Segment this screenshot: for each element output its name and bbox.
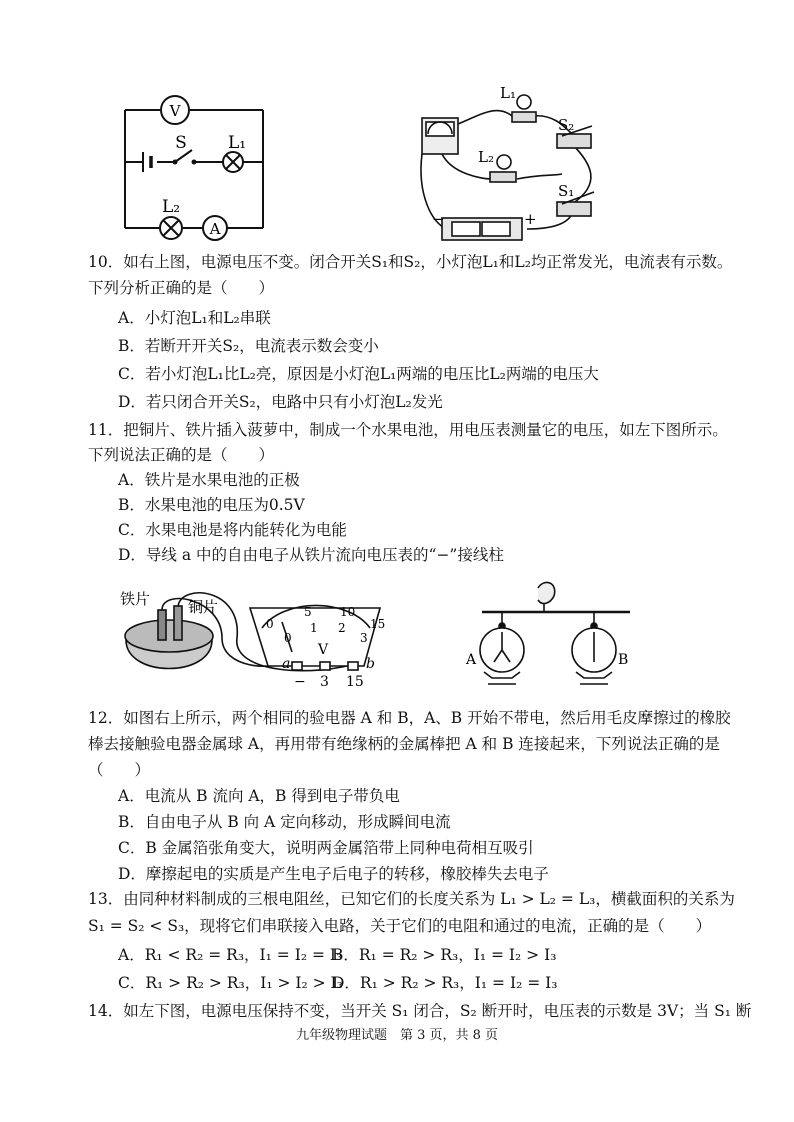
- q11-fig-copper-label: 铜片: [188, 598, 219, 616]
- q12-stem-line3: （ ）: [88, 761, 151, 779]
- q11-fig-tick-0: 0: [284, 631, 292, 645]
- q11-fig-tick-1: 1: [310, 621, 318, 635]
- q12-fig-b-label: B: [618, 652, 629, 668]
- q13-stem-line2: S₁ = S₂ < S₃，现将它们串联接入电路，关于它们的电阻和通过的电流，正确的是（ ）: [88, 917, 712, 935]
- q10-stem-line1: 10．如右上图，电源电压不变。闭合开关S₁和S₂，小灯泡L₁和L₂均正常发光，电流表有示数。: [88, 253, 733, 271]
- q11-fig-tick-2: 2: [338, 621, 346, 635]
- q11-stem-line2: 下列说法正确的是（ ）: [88, 446, 275, 464]
- q10-fig-a-label: A: [209, 220, 221, 238]
- q10-fig-v-label: V: [169, 102, 181, 120]
- q14-stem-line1: 14．如左下图，电源电压保持不变，当开关 S₁ 闭合，S₂ 断开时，电压表的示数是 3V；当 S₁ 断: [88, 1002, 752, 1020]
- q12-fig-a-label: A: [466, 652, 477, 668]
- q12-electroscope-figure: [462, 578, 642, 696]
- q11-fig-scale-5: 5: [304, 605, 312, 619]
- q11-fig-scale-15: 15: [370, 617, 386, 631]
- q12-option-a: A．电流从 B 流向 A，B 得到电子带负电: [118, 787, 400, 805]
- q10-circuit-diagram: [115, 92, 275, 242]
- q13-option-c: C．R₁ > R₂ > R₃，I₁ > I₂ > I₃: [118, 974, 343, 992]
- q11-fruit-battery-figure: [112, 578, 412, 696]
- q11-fig-scale-0: 0: [266, 617, 274, 631]
- q10-fig2-l1-label: L₁: [500, 84, 516, 102]
- q12-stem-line2: 棒去接触验电器金属球 A，再用带有绝缘柄的金属棒把 A 和 B 连接起来，下列说法正确的是: [88, 735, 720, 753]
- q10-stem-line2: 下列分析正确的是（ ）: [88, 279, 275, 297]
- q12-option-c: C．B 金属箔张角变大，说明两金属箔带上同种电荷相互吸引: [118, 839, 534, 857]
- q10-fig-l1-label: L₁: [227, 133, 247, 153]
- q11-fig-3-label: 3: [320, 674, 329, 690]
- page-footer: 九年级物理试题 第 3 页，共 8 页: [295, 1028, 499, 1043]
- q10-option-d: D．若只闭合开关S₂，电路中只有小灯泡L₂发光: [118, 393, 443, 411]
- q10-option-b: B．若断开开关S₂，电流表示数会变小: [118, 337, 379, 355]
- q12-stem-line1: 12．如图右上所示，两个相同的验电器 A 和 B，A、B 开始不带电，然后用毛皮摩擦过的橡胶: [88, 709, 731, 727]
- q11-option-c: C．水果电池是将内能转化为电能: [118, 521, 347, 539]
- q11-fig-a-label: a: [282, 656, 291, 672]
- q11-option-d: D．导线 a 中的自由电子从铁片流向电压表的“−”接线柱: [118, 546, 504, 564]
- q10-fig2-l2-label: L₂: [478, 148, 494, 166]
- q10-fig-s-label: S: [175, 133, 187, 153]
- q10-option-c: C．若小灯泡L₁比L₂亮，原因是小灯泡L₁两端的电压比L₂两端的电压大: [118, 365, 599, 383]
- q10-fig-l2-label: L₂: [161, 197, 181, 217]
- q10-physical-wiring-figure: [412, 84, 612, 246]
- q13-option-a: A．R₁ < R₂ = R₃，I₁ = I₂ = I₃: [118, 946, 343, 964]
- q12-option-b: B．自由电子从 B 向 A 定向移动，形成瞬间电流: [118, 813, 451, 831]
- q13-option-d: D．R₁ > R₂ > R₃，I₁ = I₂ = I₃: [332, 974, 558, 992]
- q13-stem-line1: 13．由同种材料制成的三根电阻丝，已知它们的长度关系为 L₁ > L₂ = L₃，横截面积的关系为: [88, 890, 735, 908]
- q11-option-a: A．铁片是水果电池的正极: [118, 471, 300, 489]
- q11-fig-iron-label: 铁片: [120, 590, 151, 608]
- q11-fig-b-label: b: [366, 656, 375, 672]
- q11-option-b: B．水果电池的电压为0.5V: [118, 496, 305, 514]
- q10-option-a: A．小灯泡L₁和L₂串联: [118, 309, 271, 327]
- q11-fig-15-label: 15: [346, 674, 364, 690]
- q13-option-b: B．R₁ = R₂ > R₃，I₁ = I₂ > I₃: [332, 946, 557, 964]
- q11-fig-scale-10: 10: [340, 605, 356, 619]
- q12-option-d: D．摩擦起电的实质是产生电子后电子的转移，橡胶棒失去电子: [118, 865, 549, 883]
- q10-fig2-plus-label: +: [524, 210, 537, 228]
- q11-stem-line1: 11．把铜片、铁片插入菠萝中，制成一个水果电池，用电压表测量它的电压，如左下图所示。: [88, 421, 728, 439]
- q10-fig2-s2-label: S₂: [558, 116, 575, 134]
- q11-fig-minus-label: −: [294, 674, 306, 690]
- q11-fig-v-label: V: [318, 642, 329, 658]
- q10-fig2-s1-label: S₁: [558, 182, 575, 200]
- q10-fig2-minus-label: −: [432, 210, 445, 228]
- q11-fig-tick-3: 3: [360, 631, 368, 645]
